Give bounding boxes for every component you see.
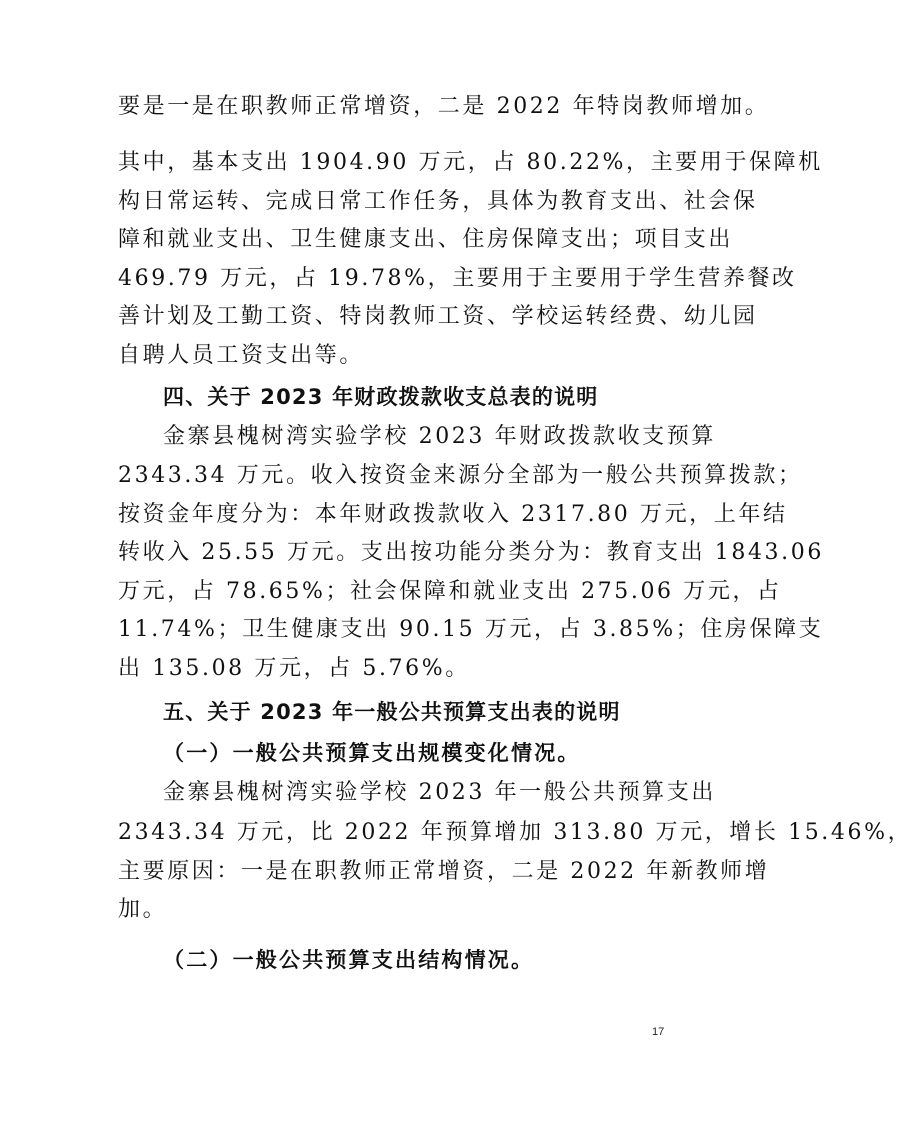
paragraph-line: 障和就业支出、卫生健康支出、住房保障支出；项目支出 [118,227,734,252]
paragraph-line: 11.74%；卫生健康支出 90.15 万元，占 3.85%；住房保障支 [118,617,824,642]
section-heading-five: 五、关于 2023 年一般公共预算支出表的说明 [163,700,621,724]
subsection-heading-one: （一）一般公共预算支出规模变化情况。 [163,740,581,765]
paragraph-line: 其中，基本支出 1904.90 万元，占 80.22%，主要用于保障机 [118,150,823,175]
paragraph-line: 善计划及工勤工资、特岗教师工资、学校运转经费、幼儿园 [118,304,758,329]
paragraph-line: 构日常运转、完成日常工作任务，具体为教育支出、社会保 [118,189,758,214]
paragraph-line: 万元，占 78.65%；社会保障和就业支出 275.06 万元，占 [118,579,782,604]
paragraph-line: 2343.34 万元，比 2022 年预算增加 313.80 万元，增长 15.46%， [118,820,912,845]
section-heading-four: 四、关于 2023 年财政拨款收支总表的说明 [163,385,599,409]
paragraph-line: 自聘人员工资支出等。 [118,343,365,368]
paragraph-line: 金寨县槐树湾实验学校 2023 年财政拨款收支预算 [163,424,716,449]
paragraph-line: 要是一是在职教师正常增资，二是 2022 年特岗教师增加。 [118,94,770,119]
paragraph-line: 按资金年度分为：本年财政拨款收入 2317.80 万元，上年结 [118,502,788,527]
paragraph-line: 金寨县槐树湾实验学校 2023 年一般公共预算支出 [163,780,716,805]
paragraph-line: 469.79 万元，占 19.78%，主要用于主要用于学生营养餐改 [118,266,797,291]
paragraph-line: 转收入 25.55 万元。支出按功能分类分为：教育支出 1843.06 [118,540,824,565]
paragraph-line: 主要原因：一是在职教师正常增资，二是 2022 年新教师增 [118,859,770,884]
subsection-heading-two: （二）一般公共预算支出结构情况。 [163,947,535,972]
page-number: 17 [652,1026,665,1038]
paragraph-line: 2343.34 万元。收入按资金来源分全部为一般公共预算拨款； [118,463,803,488]
paragraph-line: 加。 [118,897,168,922]
paragraph-line: 出 135.08 万元，占 5.76%。 [118,656,470,681]
